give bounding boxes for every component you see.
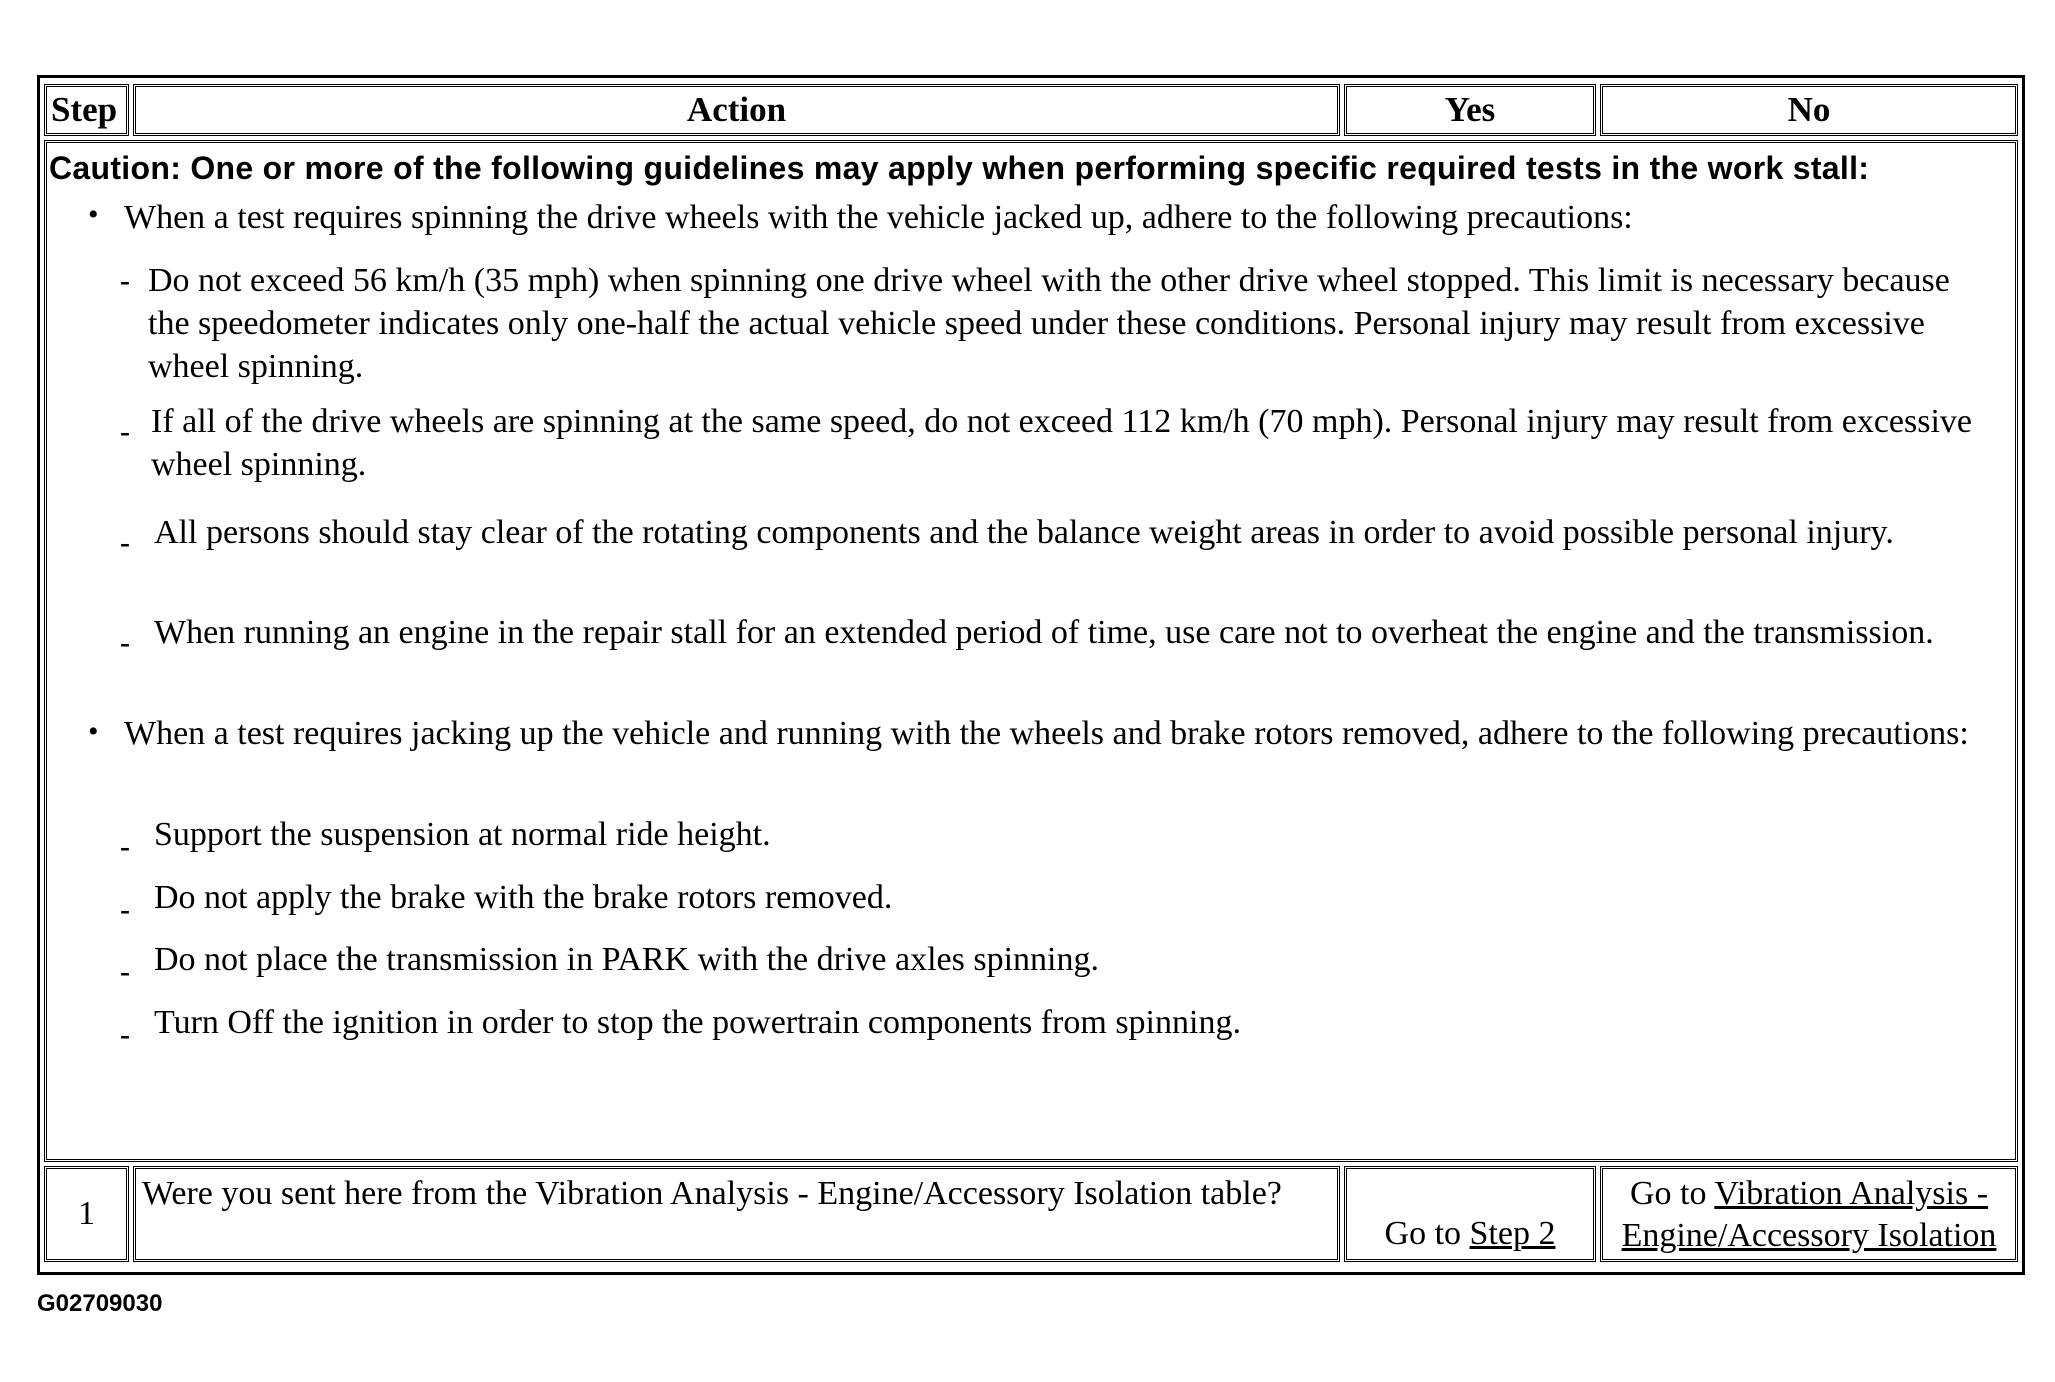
header-no: No (1600, 84, 2018, 136)
step-2-link[interactable]: Step 2 (1469, 1215, 1556, 1252)
header-action: Action (133, 84, 1340, 136)
row-yes (1344, 1166, 1596, 1262)
bullet-marker: • (88, 198, 99, 231)
dash-marker: - (120, 955, 130, 988)
caution-title: Caution: One or more of the following guidelines may apply when performing specific required tests in the work stall: (49, 150, 1870, 186)
caution-bullet: When a test requires jacking up the vehicle and running with the wheels and brake rotors removed, adhere to the following precautions: (124, 715, 1969, 752)
yes-prefix: Go to (1384, 1215, 1470, 1252)
dash-marker: - (120, 415, 130, 448)
header-yes: Yes (1344, 84, 1596, 136)
caution-item: When running an engine in the repair stall for an extended period of time, use care not to overheat the engine and the transmission. (154, 614, 1934, 651)
dash-marker: - (120, 1018, 130, 1051)
dash-marker: - (120, 830, 130, 863)
dash-marker: - (120, 626, 130, 659)
row-step-number: 1 (44, 1166, 129, 1262)
caution-item: All persons should stay clear of the rotating components and the balance weight areas in order to avoid possible personal injury. (154, 514, 1894, 551)
caution-item: If all of the drive wheels are spinning at the same speed, do not exceed 112 km/h (70 mph). Personal injury may result from excessive wheel spinning. (151, 403, 1973, 483)
caution-item: Do not apply the brake with the brake rotors removed. (154, 879, 893, 916)
no-prefix: Go to (1629, 1175, 1715, 1212)
vibration-analysis-link[interactable]: Vibration Analysis - Engine/Accessory Isolation (1621, 1175, 1997, 1254)
caution-item: Do not exceed 56 km/h (35 mph) when spinning one drive wheel with the other drive wheel stopped. This limit is necessary because the speedometer indicates only one-half the actual vehicle speed under these conditions. Personal injury may result from excessive wheel spinning. (148, 262, 1950, 385)
caution-item: Support the suspension at normal ride height. (154, 816, 771, 853)
dash-marker: - (120, 264, 130, 297)
row-no (1600, 1166, 2018, 1262)
caution-item: Do not place the transmission in PARK with the drive axles spinning. (154, 941, 1099, 978)
dash-marker: - (120, 893, 130, 926)
caution-bullet: When a test requires spinning the drive wheels with the vehicle jacked up, adhere to the following precautions: (124, 199, 1633, 236)
header-step: Step (44, 84, 129, 136)
caution-item: Turn Off the ignition in order to stop the powertrain components from spinning. (154, 1004, 1241, 1041)
row-action: Were you sent here from the Vibration Analysis - Engine/Accessory Isolation table? (133, 1166, 1340, 1262)
bullet-marker: • (88, 715, 99, 748)
figure-id: G02709030 (37, 1290, 163, 1317)
dash-marker: - (120, 526, 130, 559)
